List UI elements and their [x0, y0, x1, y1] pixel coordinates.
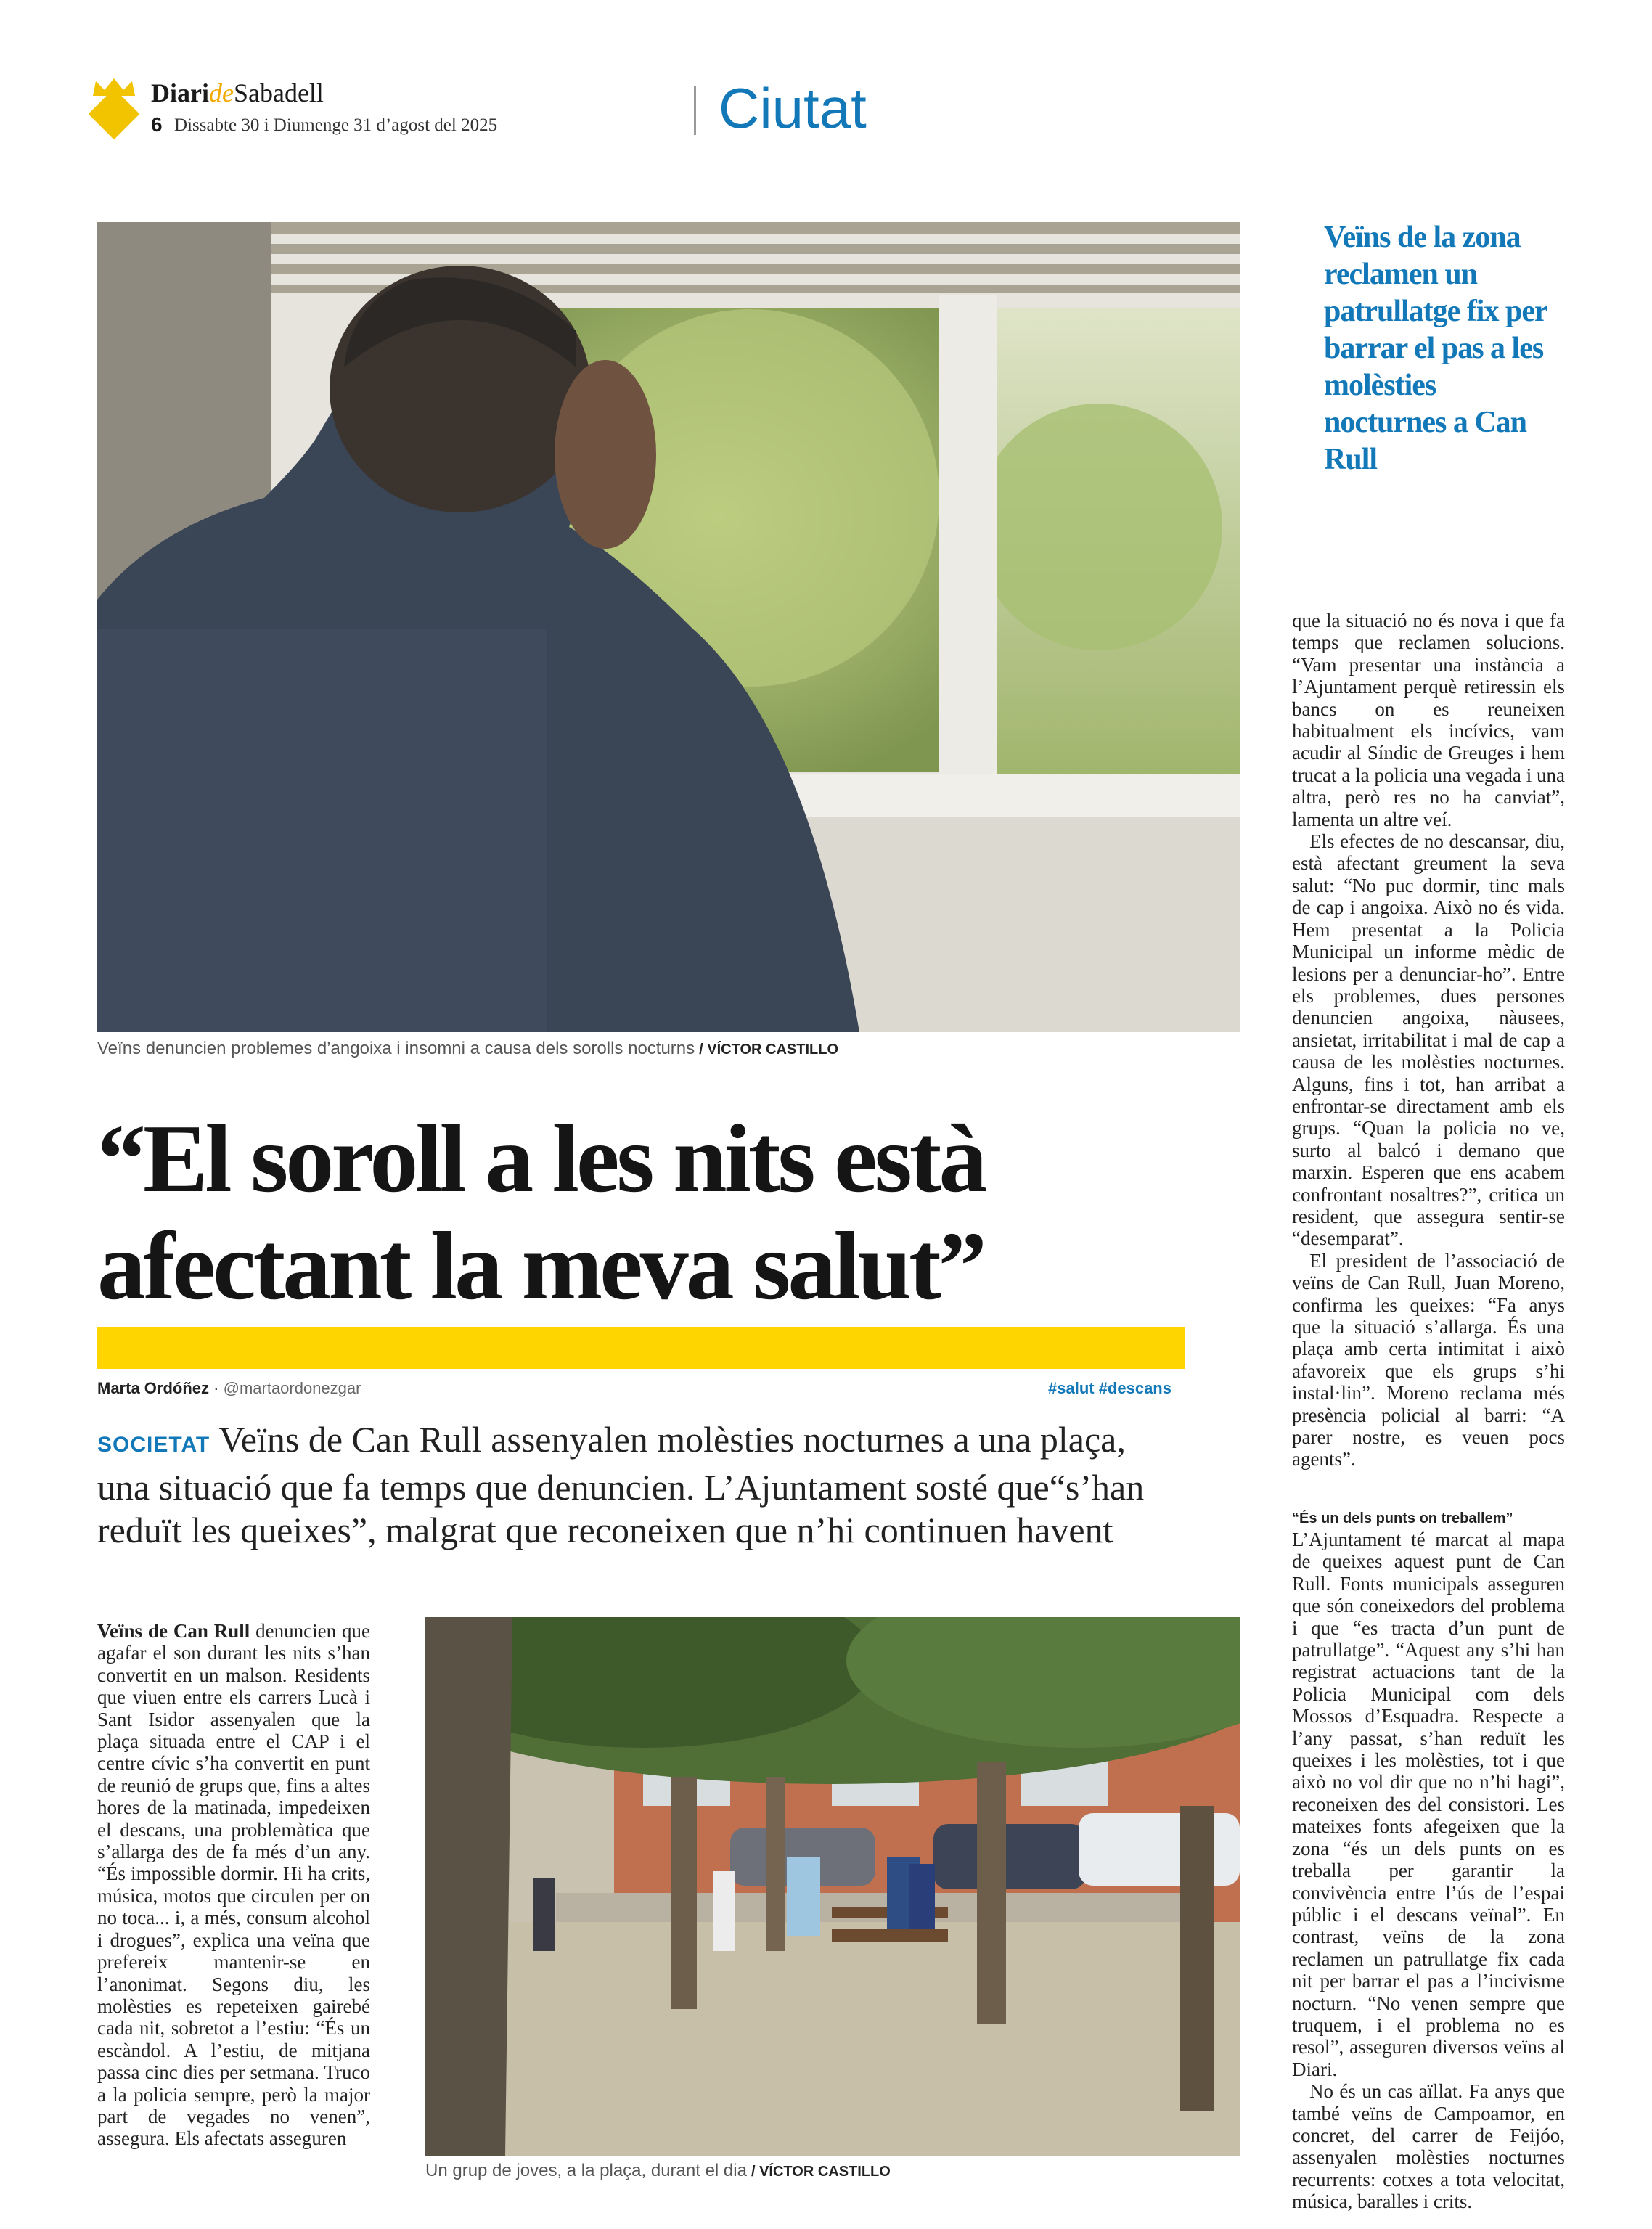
article-lead [97, 1418, 1186, 1552]
author-handle: @martaordonezgar [223, 1379, 361, 1397]
brand-sabadell: Sabadell [233, 78, 324, 107]
headline: “El soroll a les nits està afectant la meva salut” [97, 1105, 985, 1320]
byline-separator: · [213, 1379, 219, 1397]
body-column-3-lower [1292, 1508, 1565, 2213]
headline-underline-bar [97, 1327, 1185, 1369]
photo-credit: / VÍCTOR CASTILLO [699, 1042, 839, 1058]
lead-kicker: SOCIETAT [97, 1433, 210, 1457]
byline [97, 1378, 361, 1399]
header-divider [694, 86, 696, 135]
logo-diamond-icon [89, 89, 140, 140]
body-lead-in: Veïns de Can Rull [97, 1620, 250, 1642]
newspaper-brand [151, 78, 324, 107]
body-paragraph: denuncien que agafar el son durant les nits s’han convertit en un malson. Residents que viuen entre els carrers Lucà i Sant Isidor assenyalen que la plaça situada entre el CAP i el centre cívic s’ha convertit en punt de reunió de grups que, fins a altes hores de la matinada, impedeixen el descans, una problemàtica que s’allarga des de fa més d’un any. “És impossible dormir. Hi ha crits, música, motos que circulen per on no toca... i, a més, consum alcohol i drogues”, explica una veïna que prefereix mantenir-se en l’anonimat. Segons diu, les molèsties es repeteixen gairebé cada nit, sobretot a l’estiu: “És un escàndol. A l’estiu, de mitjana passa cinc dies per setmana. Truco a la policia sempre, però la major part de vegades no venen”, assegura. Els afectats asseguren [97, 1620, 371, 2150]
body-paragraph: Els efectes de no descansar, diu, està afectant greument la seva salut: “No puc dormir, tinc mals de cap i angoixa. Això no és vida. Hem presentat a la Policia Municipal un informe mèdic de lesions per a denunciar-ho”. Entre els problemes, dues persones denuncien angoixa, nàusees, ansietat, irritabilitat i mal de cap a causa de les molèsties nocturnes. Alguns, fins i tot, han arribat a enfrontar-se directament amb els grups. “Quan la policia no ve, surto al balcó i demano que marxin. Esperen que ens acabem confrontant nosaltres?”, critica un resident, que assegura sentir-se “desemparat”. [1292, 830, 1565, 1250]
body-paragraph: L’Ajuntament té marcat al mapa de queixes aquest punt de Can Rull. Fonts municipals asseguren que són coneixedors del problema i que “es tracta d’un punt de patrullatge”. “Aquest any s’hi han registrat actuacions tant de la Policia Municipal com dels Mossos d’Esquadra. Respecte a l’any passat, s’han reduït les queixes i les molèsties, tot i que això no vol dir que no n’hi hagi”, reconeixen des del consistori. Les mateixes fonts afegeixen que la zona “és un dels punts on es treballa per garantir la convivència entre l’ús de l’espai públic i el descans veïnal”. En contrast, veïns de la zona reclamen un patrullatge fix cada nit per barrar el pas a l’incivisme nocturn. “No venen sempre que truquem, i el problema no es resol”, asseguren diversos veïns al Diari. [1292, 1529, 1565, 2080]
body-paragraph: que la situació no és nova i que fa temps que reclamen solucions. “Vam presentar una instància a l’Ajuntament perquè retiressin els bancs on es reuneixen habitualment els incívics, vam acudir al Síndic de Greuges i hem trucat a la policia una vegada i una altra, però res no ha canviat”, lamenta un altre veí. [1292, 610, 1565, 830]
secondary-photo [425, 1617, 1240, 2156]
brand-de: de [208, 78, 234, 107]
body-subhead: “És un dels punts on treballem” [1292, 1510, 1513, 1526]
main-photo [97, 222, 1240, 1032]
caption-text: Veïns denuncien problemes d’angoixa i insomni a causa dels sorolls nocturns [97, 1039, 695, 1058]
section-title: Ciutat [719, 76, 867, 140]
body-paragraph: El president de l’associació de veïns de Can Rull, Juan Moreno, confirma les queixes: “Fa anys que la situació s’allarga. És una plaça amb certa intimitat i això afavoreix que els grups s’hi instal·lin”. Moreno reclama més presència policial al barri: “A parer nostre, es veuen pocs agents”. [1292, 1249, 1565, 1471]
body-paragraph: No és un cas aïllat. Fa anys que també veïns de Campoamor, en concret, del carrer de Feijóo, assenyalen molèsties nocturnes recurrents: cotxes a tota velocitat, música, baralles i crits. [1292, 2080, 1565, 2213]
secondary-photo-caption [425, 2160, 891, 2183]
issue-date: Dissabte 30 i Diumenge 31 d’agost del 2025 [174, 115, 498, 135]
caption-text: Un grup de joves, a la plaça, durant el dia [425, 2161, 747, 2180]
page-number: 6 [151, 113, 163, 136]
pull-quote: Veïns de la zona reclamen un patrullatge fix per barrar el pas a les molèsties nocturnes a Can Rull [1324, 221, 1547, 476]
main-photo-illustration [97, 222, 1240, 1032]
secondary-photo-illustration [425, 1617, 1240, 2156]
main-photo-caption [97, 1038, 838, 1060]
body-column-1 [97, 1620, 370, 2150]
body-column-3-upper [1292, 610, 1565, 1471]
lead-text: Veïns de Can Rull assenyalen molèsties nocturnes a una plaça, una situació que fa temps que denuncien. L’Ajuntament sosté que“s’han reduït les queixes”, malgrat que reconeixen que n’hi continuen havent [97, 1419, 1145, 1550]
photo-credit: / VÍCTOR CASTILLO [751, 2164, 891, 2180]
article-tags: #salut #descans [1048, 1379, 1171, 1397]
brand-diari: Diari [151, 78, 209, 107]
author-name: Marta Ordóñez [97, 1379, 210, 1397]
